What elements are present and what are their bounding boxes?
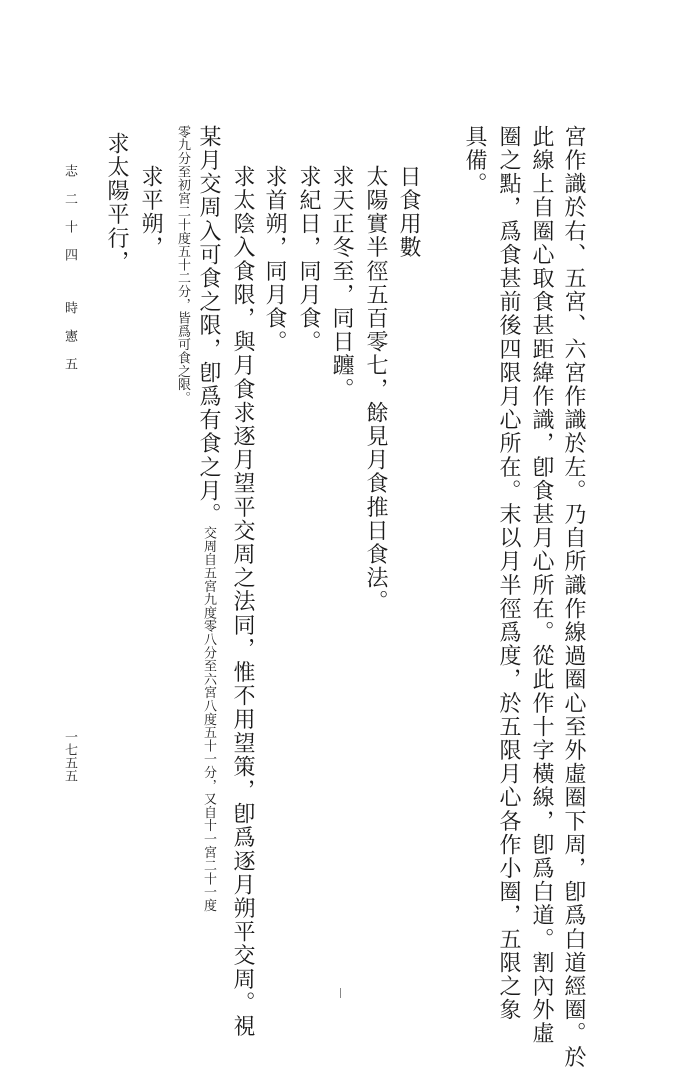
- text-column-1: 宮作識於右、五宮、六宮作識於左。乃自所識作線過圈心至外虛圈下周，卽爲白道經圈。於: [561, 125, 586, 1069]
- text-column-11: [197, 125, 219, 912]
- text-column-13: 求平朔，: [138, 165, 163, 260]
- text-column-14: 求太陽平行，: [104, 132, 129, 274]
- running-head: [63, 164, 76, 370]
- running-head-volume: 志 二 十 四: [62, 164, 77, 261]
- page-number: 一七五五: [62, 730, 77, 782]
- running-head-section: 時 憲 五: [62, 301, 77, 370]
- section-heading: 日食用數: [396, 165, 421, 260]
- text-column-6: 太陽實半徑五百零七，餘見月食推日食法。: [363, 165, 388, 614]
- text-column-3: 圈之點，爲食甚前後四限月心所在。末以月半徑爲度，於五限月心各作小圈，五限之象: [496, 125, 521, 1022]
- text-column-2: 此線上自圈心取食甚距緯作識，卽食甚月心所在。從此作十字橫線，卽爲白道。割內外虛: [529, 125, 554, 1046]
- note-column: 零九分至初宮二十度五十二分，皆爲可食之限。: [175, 125, 190, 405]
- interlinear-note: 交周自五宮九度零八分至六宮八度五十一分，又自十一宮二十一度: [201, 526, 216, 912]
- text-column-11-main: 某月交周入可食之限，卽爲有食之月。: [196, 125, 221, 527]
- text-column-4: 具備。: [462, 125, 487, 196]
- text-column-10: 求太陰入食限，與月食求逐月望平交周之法同，惟不用望策，卽爲逐月朔平交周。視: [230, 165, 255, 1039]
- text-column-9: 求首朔，同月食。: [262, 165, 287, 354]
- bottom-mark: [340, 988, 341, 998]
- text-column-7: 求天正冬至，同日躔。: [329, 165, 354, 401]
- text-column-8: 求紀日，同月食。: [296, 165, 321, 354]
